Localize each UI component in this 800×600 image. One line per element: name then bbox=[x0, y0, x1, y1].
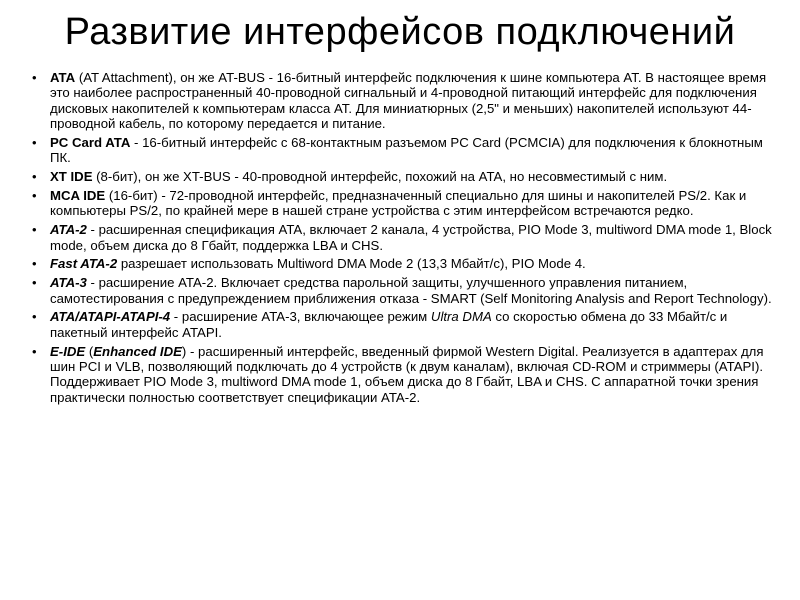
list-item-ata-3 bbox=[32, 275, 784, 306]
item-text: - расширение ATA-3, включающее режим bbox=[170, 309, 431, 325]
term-ata-3: ATA-3 bbox=[50, 275, 87, 291]
term-xt-ide: XT IDE bbox=[50, 169, 93, 185]
bullet-icon: • bbox=[32, 135, 37, 151]
item-text: ) bbox=[181, 343, 187, 359]
list-item-mca-ide bbox=[32, 188, 784, 219]
list-item-e-ide bbox=[32, 344, 784, 406]
bullet-icon: • bbox=[32, 188, 37, 204]
item-text: разрешает использовать Multiword DMA Mode 2 (13,3 Мбайт/с), PIO Mode 4. bbox=[117, 256, 586, 272]
item-text: (8-бит), он же XT-BUS - 40-проводной интерфейс, похожий на ATA, но несовместимый с ним. bbox=[92, 169, 668, 185]
item-emphasis: Ultra DMA bbox=[430, 309, 492, 325]
item-text: (AT Attachment), он же AT-BUS - 16-битный интерфейс подключения к шине компьютера AT. В настоящее время это наиболее распространенный 40-проводной сигнальный и 4-проводной питающий интерфейс для подключения дисковых накопителей к компьютерам класса AT. Для миниатюрных (2,5" и меньших) накопителей используют 44-проводной кабель, по которому передается и питание. bbox=[50, 70, 767, 132]
term-expansion: Enhanced IDE bbox=[93, 343, 182, 359]
item-text: ( bbox=[85, 343, 94, 359]
term-e-ide: E-IDE bbox=[50, 343, 86, 359]
term-ata-2: ATA-2 bbox=[50, 222, 87, 238]
item-text: (16-бит) - 72-проводной интерфейс, предназначенный специально для шины и накопителей PS/2. Как и компьютеры PS/2, по крайней мере в нашей стране устройства с этим интерфейсом встречаются редко. bbox=[50, 188, 747, 219]
slide-title: Развитие интерфейсов подключений bbox=[64, 11, 736, 53]
bullet-icon: • bbox=[32, 343, 37, 359]
list-item-pc-card-ata bbox=[32, 135, 784, 166]
slide-content bbox=[32, 70, 784, 409]
item-text: - расширенная спецификация ATA, включает 2 канала, 4 устройства, PIO Mode 3, multiword DMA mode 1, Block mode, объем диска до 8 Гбайт, поддержка LBA и CHS. bbox=[50, 222, 772, 253]
list-item-xt-ide bbox=[32, 169, 784, 184]
list-item-fast-ata-2 bbox=[32, 256, 784, 271]
term-fast-ata-2: Fast ATA-2 bbox=[50, 256, 118, 272]
term-pc-card-ata: PC Card ATA bbox=[50, 135, 131, 151]
list-item-ata-atapi-4 bbox=[32, 309, 784, 340]
list-item-ata bbox=[32, 70, 784, 132]
bullet-icon: • bbox=[32, 169, 37, 185]
bullet-icon: • bbox=[32, 275, 37, 291]
item-text: - расширение ATA-2. Включает средства парольной защиты, улучшенного управления питанием, самотестирования с предупреждением приближения отказа - SMART (Self Monitoring Analysis and Report Technology). bbox=[50, 275, 772, 306]
item-text: - 16-битный интерфейс с 68-контактным разъемом PC Card (PCMCIA) для подключения к блокнотным ПК. bbox=[50, 135, 763, 166]
bullet-list bbox=[32, 70, 784, 405]
item-text: - расширенный интерфейс, введенный фирмой Western Digital. Реализуется в адаптерах для шин PCI и VLB, позволяющий подключать до 4 устройств (к двум каналам), включая CD-ROM и стриммеры (ATAPI). Поддерживает PIO Mode 3, multiword DMA mode 1, объем диска до 8 Гбайт, LBA и CHS. С аппаратной точки зрения практически полностью соответствует спецификации ATA-2. bbox=[50, 343, 764, 405]
bullet-icon: • bbox=[32, 256, 37, 272]
bullet-icon: • bbox=[32, 309, 37, 325]
term-mca-ide: MCA IDE bbox=[50, 188, 106, 204]
list-item-ata-2 bbox=[32, 222, 784, 253]
bullet-icon: • bbox=[32, 222, 37, 238]
bullet-icon: • bbox=[32, 70, 37, 85]
item-text: со скоростью обмена до 33 Мбайт/с и пакетный интерфейс ATAPI. bbox=[50, 309, 728, 340]
term-ata-atapi-4: ATA/ATAPI-ATAPI-4 bbox=[50, 309, 171, 325]
term-ata: ATA bbox=[50, 70, 76, 85]
